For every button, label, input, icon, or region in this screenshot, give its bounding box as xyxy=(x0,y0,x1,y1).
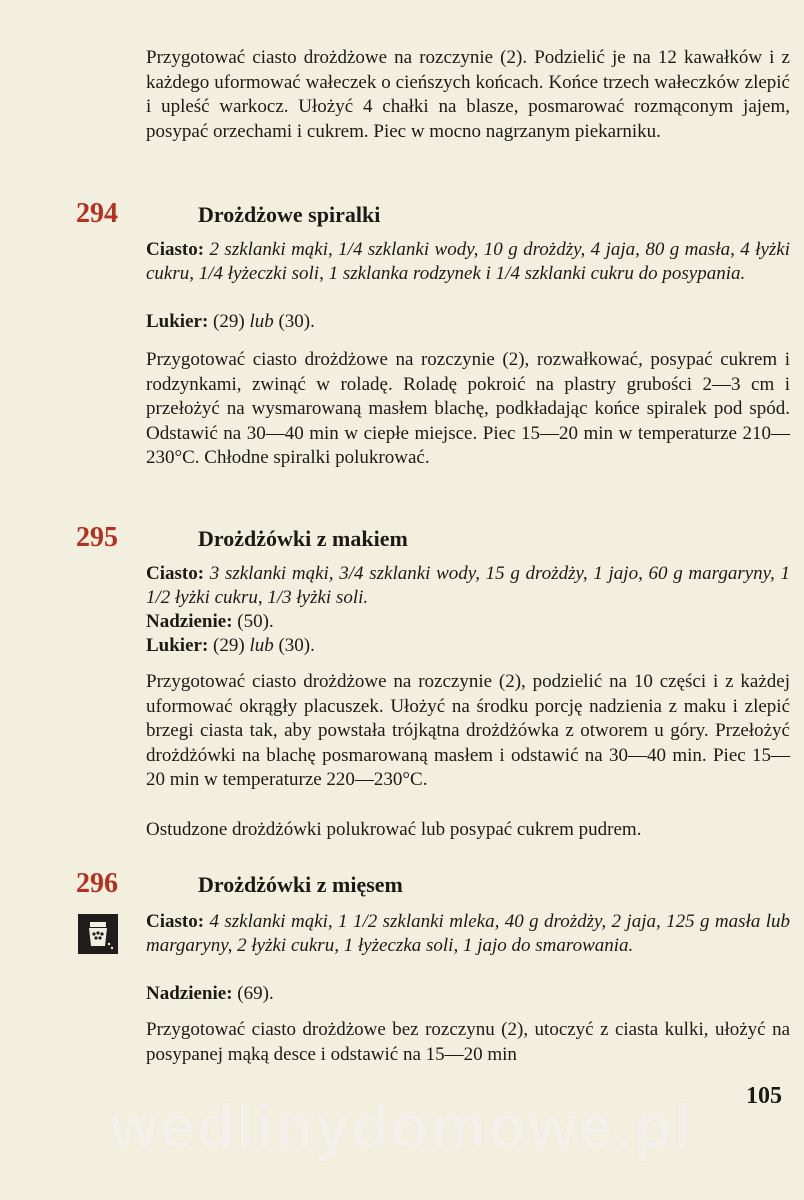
recipe-number-295: 295 xyxy=(76,522,118,553)
recipe-294-icing xyxy=(146,310,790,334)
recipe-295-filling xyxy=(146,610,790,634)
dough-ingredients: 3 szklanki mąki, 3/4 szklanki wody, 15 g drożdży, 1 jajo, 60 g margaryny, 1 1/2 łyżki cukru, 1/3 łyżki soli. xyxy=(146,563,790,608)
filling-label: Nadzienie: xyxy=(146,983,233,1004)
recipe-295-method: Przygotować ciasto drożdżowe na rozczynie (2), podzielić na 10 części i z każdej uformować okrągły placuszek. Ułożyć na środku porcję nadzienia z maku i zlepić brzegi ciasta tak, aby powstała trójkątna drożdżówka z otworem u góry. Przełożyć drożdżówki na blachę posmarowaną masłem i odstawić na 30—40 min. Piec 15—20 min w temperaturze 220—230°C. xyxy=(146,671,790,790)
recipe-title-294: Drożdżowe spiralki xyxy=(198,202,381,227)
recipe-294-method: Przygotować ciasto drożdżowe na rozczynie (2), rozwałkować, posypać cukrem i rodzynkami, zwinąć w roladę. Roladę pokroić na plastry grubości 2—3 cm i przełożyć na wysmarowaną masłem blachę, podkładając końce spiralek pod spód. Odstawić na 30—40 min w ciepłe miejsce. Piec 15—20 min w temperaturze 210—230°C. Chłodne spiralki polukrować. xyxy=(146,349,790,468)
intro-paragraph: Przygotować ciasto drożdżowe na rozczynie (2). Podzielić je na 12 kawałków i z każdego uformować wałeczek o cieńszych końcach. Końce trzech wałeczków zlepić i upleść warkocz. Ułożyć 4 chałki na blasze, posmarować rozmąconym jajem, posypać orzechami i cukrem. Piec w mocno nagrzanym piekarniku. xyxy=(146,47,790,142)
recipe-295-method-2: Ostudzone drożdżówki polukrować lub posypać cukrem pudrem. xyxy=(146,819,642,840)
dough-ingredients: 2 szklanki mąki, 1/4 szklanki wody, 10 g drożdży, 4 jaja, 80 g masła, 4 łyżki cukru, 1/4 łyżeczki soli, 1 szklanka rodzynek i 1/4 szklanki cukru do posypania. xyxy=(146,239,791,284)
recipe-number-294: 294 xyxy=(76,198,118,229)
icing-ref-a: (29) xyxy=(213,311,245,332)
page-number: 105 xyxy=(746,1083,782,1109)
recipe-number-296: 296 xyxy=(76,868,118,899)
icing-label: Lukier: xyxy=(146,635,209,656)
recipe-title-295: Drożdżówki z makiem xyxy=(198,526,408,551)
icing-ref-a: (29) xyxy=(213,635,245,656)
dough-label: Ciasto: xyxy=(146,563,205,584)
dough-ingredients: 4 szklanki mąki, 1 1/2 szklanki mleka, 40 g drożdży, 2 jaja, 125 g masła lub margaryny, 2 łyżki cukru, 1 łyżeczka soli, 1 jajo do smarowania. xyxy=(146,911,790,956)
recipe-295-icing xyxy=(146,634,790,658)
filling-label: Nadzienie: xyxy=(146,611,233,632)
recipe-296-method: Przygotować ciasto drożdżowe bez rozczynu (2), utoczyć z ciasta kulki, ułożyć na posypanej mąką desce i odstawić na 15—20 min xyxy=(146,1019,790,1065)
filling-ref: (69). xyxy=(237,983,274,1004)
recipe-title-296: Drożdżówki z mięsem xyxy=(198,872,403,897)
icing-ref-b: (30). xyxy=(278,311,315,332)
recipe-296-dough xyxy=(146,910,790,958)
icing-ref-b: (30). xyxy=(278,635,315,656)
watermark: wedlinydomowe.pl xyxy=(110,1093,694,1162)
icing-or: lub xyxy=(249,311,274,332)
icing-label: Lukier: xyxy=(146,311,209,332)
icing-or: lub xyxy=(249,635,274,656)
dough-label: Ciasto: xyxy=(146,239,205,260)
recipe-296-filling xyxy=(146,982,790,1006)
salt-shaker-icon xyxy=(78,914,118,954)
recipe-294-dough xyxy=(146,238,790,286)
filling-ref: (50). xyxy=(237,611,274,632)
recipe-295-dough xyxy=(146,562,790,610)
dough-label: Ciasto: xyxy=(146,911,205,932)
